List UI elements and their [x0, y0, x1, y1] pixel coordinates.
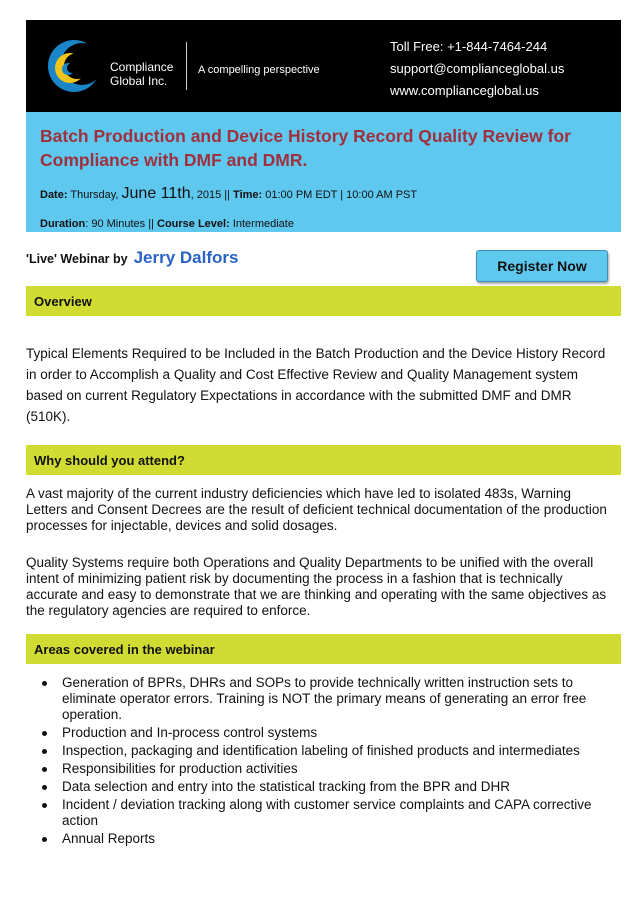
time-value: 01:00 PM EDT | 10:00 AM PST	[265, 189, 418, 201]
date-day: Thursday,	[70, 189, 119, 201]
level-value: Intermediate	[232, 218, 294, 230]
duration-label: Duration	[40, 218, 86, 230]
overview-text: Typical Elements Required to be Included in the Batch Production and the Device History Record in order to Accomplish a Quality and Cost Effective Review and Quality Management system based on current Regulatory Expectations in accordance with the submitted DMF and DMR (510K).	[26, 346, 606, 424]
company-name	[110, 60, 173, 88]
date-year: , 2015 ||	[190, 189, 230, 201]
contact-info	[390, 36, 564, 102]
company-logo-icon	[44, 38, 106, 94]
list-item: Data selection and entry into the statistical tracking from the BPR and DHR	[26, 779, 616, 795]
time-label: Time:	[233, 189, 263, 201]
register-now-button[interactable]: Register Now	[476, 250, 608, 282]
date-big: June 11th	[121, 185, 191, 202]
list-item: Annual Reports	[26, 831, 616, 847]
areas-covered-heading: Areas covered in the webinar	[26, 634, 621, 664]
date-time-line	[40, 185, 417, 203]
list-item: Responsibilities for production activities	[26, 761, 616, 777]
areas-covered-list	[26, 675, 616, 849]
website-link[interactable]: www.complianceglobal.us	[390, 83, 539, 98]
header-divider	[186, 42, 187, 90]
support-email[interactable]: support@complianceglobal.us	[390, 61, 565, 76]
course-title: Batch Production and Device History Record Quality Review for Compliance with DMF and DMR.	[40, 126, 571, 170]
list-item: Incident / deviation tracking along with customer service complaints and CAPA corrective action	[26, 797, 616, 829]
why-attend-heading: Why should you attend?	[26, 445, 621, 475]
toll-free-number[interactable]: Toll Free: +1-844-7464-244	[390, 39, 548, 54]
overview-heading: Overview	[26, 286, 621, 316]
live-by-label: 'Live' Webinar by	[26, 252, 128, 266]
speaker-name: Jerry Dalfors	[133, 248, 239, 267]
company-name-line1: Compliance	[110, 60, 174, 74]
live-webinar-line	[26, 248, 238, 268]
header-banner	[26, 20, 621, 112]
list-item: Inspection, packaging and identification labeling of finished products and intermediates	[26, 743, 616, 759]
duration-line	[40, 218, 294, 230]
list-item: Production and In-process control systems	[26, 725, 616, 741]
level-label: Course Level:	[157, 218, 230, 230]
why-attend-paragraph-1: A vast majority of the current industry deficiencies which have led to isolated 483s, Warning Letters and Consent Decrees are the result of deficient technical documentation of the production processes for injectable, devices and solid dosages.	[26, 486, 607, 533]
date-label: Date:	[40, 189, 68, 201]
list-item: Generation of BPRs, DHRs and SOPs to provide technically written instruction sets to eliminate operator errors. Training is NOT the primary means of generating an error free operation.	[26, 675, 616, 723]
duration-value: : 90 Minutes ||	[85, 218, 154, 230]
why-attend-paragraph-2: Quality Systems require both Operations and Quality Departments to be unified with the overall intent of minimizing patient risk by documenting the process in a fashion that is technically accurate and easy to demonstrate that we are thinking and operating with the same objectives as the regulatory agencies are required to enforce.	[26, 555, 607, 618]
tagline: A compelling perspective	[198, 64, 320, 76]
company-name-line2: Global Inc.	[110, 74, 168, 88]
course-banner	[26, 112, 621, 232]
